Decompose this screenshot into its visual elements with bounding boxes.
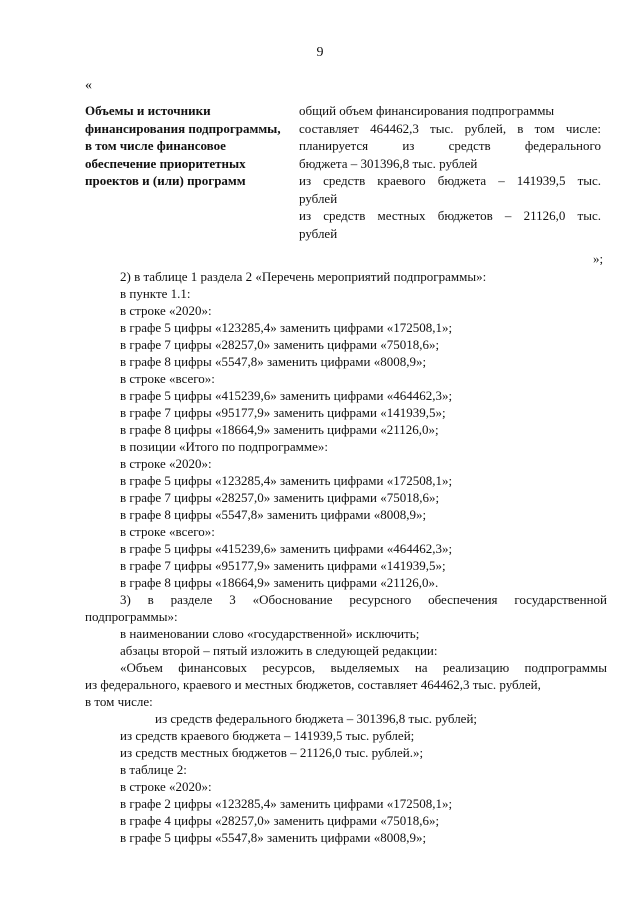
- paragraph: в строке «2020»:: [120, 303, 212, 318]
- paragraph: из средств краевого бюджета – 141939,5 тыс. рублей;: [120, 728, 415, 743]
- paragraph: в графе 5 цифры «415239,6» заменить цифрами «464462,3»;: [120, 541, 453, 556]
- paragraph: в строке «2020»:: [120, 779, 212, 794]
- paragraph: в графе 5 цифры «5547,8» заменить цифрами «8008,9»;: [120, 830, 427, 845]
- paragraph: в позиции «Итого по подпрограмме»:: [120, 439, 329, 454]
- table-value-cell: [299, 102, 601, 242]
- table-value-line: рублей: [299, 190, 338, 206]
- table-label-cell: Объемы и источники финансирования подпрограммы, в том числе финансовое обеспечение приоритетных проектов и (или) программ: [85, 103, 281, 188]
- closing-quote: »;: [593, 251, 604, 266]
- paragraph: в графе 8 цифры «5547,8» заменить цифрами «8008,9»;: [120, 507, 427, 522]
- paragraph: в графе 7 цифры «95177,9» заменить цифрами «141939,5»;: [120, 405, 446, 420]
- paragraph: в графе 2 цифры «123285,4» заменить цифрами «172508,1»;: [120, 796, 453, 811]
- paragraph: в графе 4 цифры «28257,0» заменить цифрами «75018,6»;: [120, 813, 440, 828]
- table-value-line: бюджета – 301396,8 тыс. рублей: [299, 155, 478, 171]
- table-value-line: общий объем финансирования подпрограммы: [299, 103, 555, 118]
- paragraph: в графе 8 цифры «18664,9» заменить цифрами «21126,0»;: [120, 422, 439, 437]
- paragraph: в графе 7 цифры «28257,0» заменить цифрами «75018,6»;: [120, 337, 440, 352]
- paragraph: в графе 5 цифры «123285,4» заменить цифрами «172508,1»;: [120, 473, 453, 488]
- table-value-line: планируется из средств федерального: [299, 138, 601, 153]
- paragraph: из средств федерального бюджета – 301396,8 тыс. рублей;: [155, 711, 478, 726]
- paragraph: подпрограммы»:: [85, 609, 178, 624]
- paragraph: в наименовании слово «государственной» исключить;: [120, 626, 420, 641]
- page-number: 9: [316, 45, 324, 60]
- paragraph: в графе 8 цифры «5547,8» заменить цифрами «8008,9»;: [120, 354, 427, 369]
- paragraph: в графе 8 цифры «18664,9» заменить цифрами «21126,0».: [120, 575, 439, 590]
- paragraph: «Объем финансовых ресурсов, выделяемых на реализацию подпрограммы: [120, 660, 607, 675]
- table-value-line: из средств краевого бюджета – 141939,5 тыс.: [299, 173, 601, 188]
- paragraph: в графе 7 цифры «95177,9» заменить цифрами «141939,5»;: [120, 558, 446, 573]
- paragraph: в том числе:: [85, 694, 153, 709]
- paragraph: в строке «всего»:: [120, 524, 215, 539]
- paragraph: в пункте 1.1:: [120, 286, 191, 301]
- paragraph: в графе 5 цифры «123285,4» заменить цифрами «172508,1»;: [120, 320, 453, 335]
- opening-quote: «: [85, 78, 92, 93]
- paragraph: в графе 7 цифры «28257,0» заменить цифрами «75018,6»;: [120, 490, 440, 505]
- paragraph: в графе 5 цифры «415239,6» заменить цифрами «464462,3»;: [120, 388, 453, 403]
- table-value-line: составляет 464462,3 тыс. рублей, в том числе:: [299, 120, 601, 136]
- paragraph: 3) в разделе 3 «Обоснование ресурсного обеспечения государственной: [120, 592, 607, 607]
- paragraph: 2) в таблице 1 раздела 2 «Перечень мероприятий подпрограммы»:: [120, 269, 487, 284]
- table-value-line: рублей: [299, 225, 338, 241]
- paragraph: из средств местных бюджетов – 21126,0 тыс. рублей.»;: [120, 745, 424, 760]
- table-value-line: из средств местных бюджетов – 21126,0 тыс.: [299, 208, 601, 223]
- amendment-text: [85, 268, 607, 846]
- paragraph: в строке «2020»:: [120, 456, 212, 471]
- paragraph: в строке «всего»:: [120, 371, 215, 386]
- paragraph: абзацы второй – пятый изложить в следующей редакции:: [120, 643, 438, 658]
- paragraph: из федерального, краевого и местных бюджетов, составляет 464462,3 тыс. рублей,: [85, 677, 541, 692]
- paragraph: в таблице 2:: [120, 762, 187, 777]
